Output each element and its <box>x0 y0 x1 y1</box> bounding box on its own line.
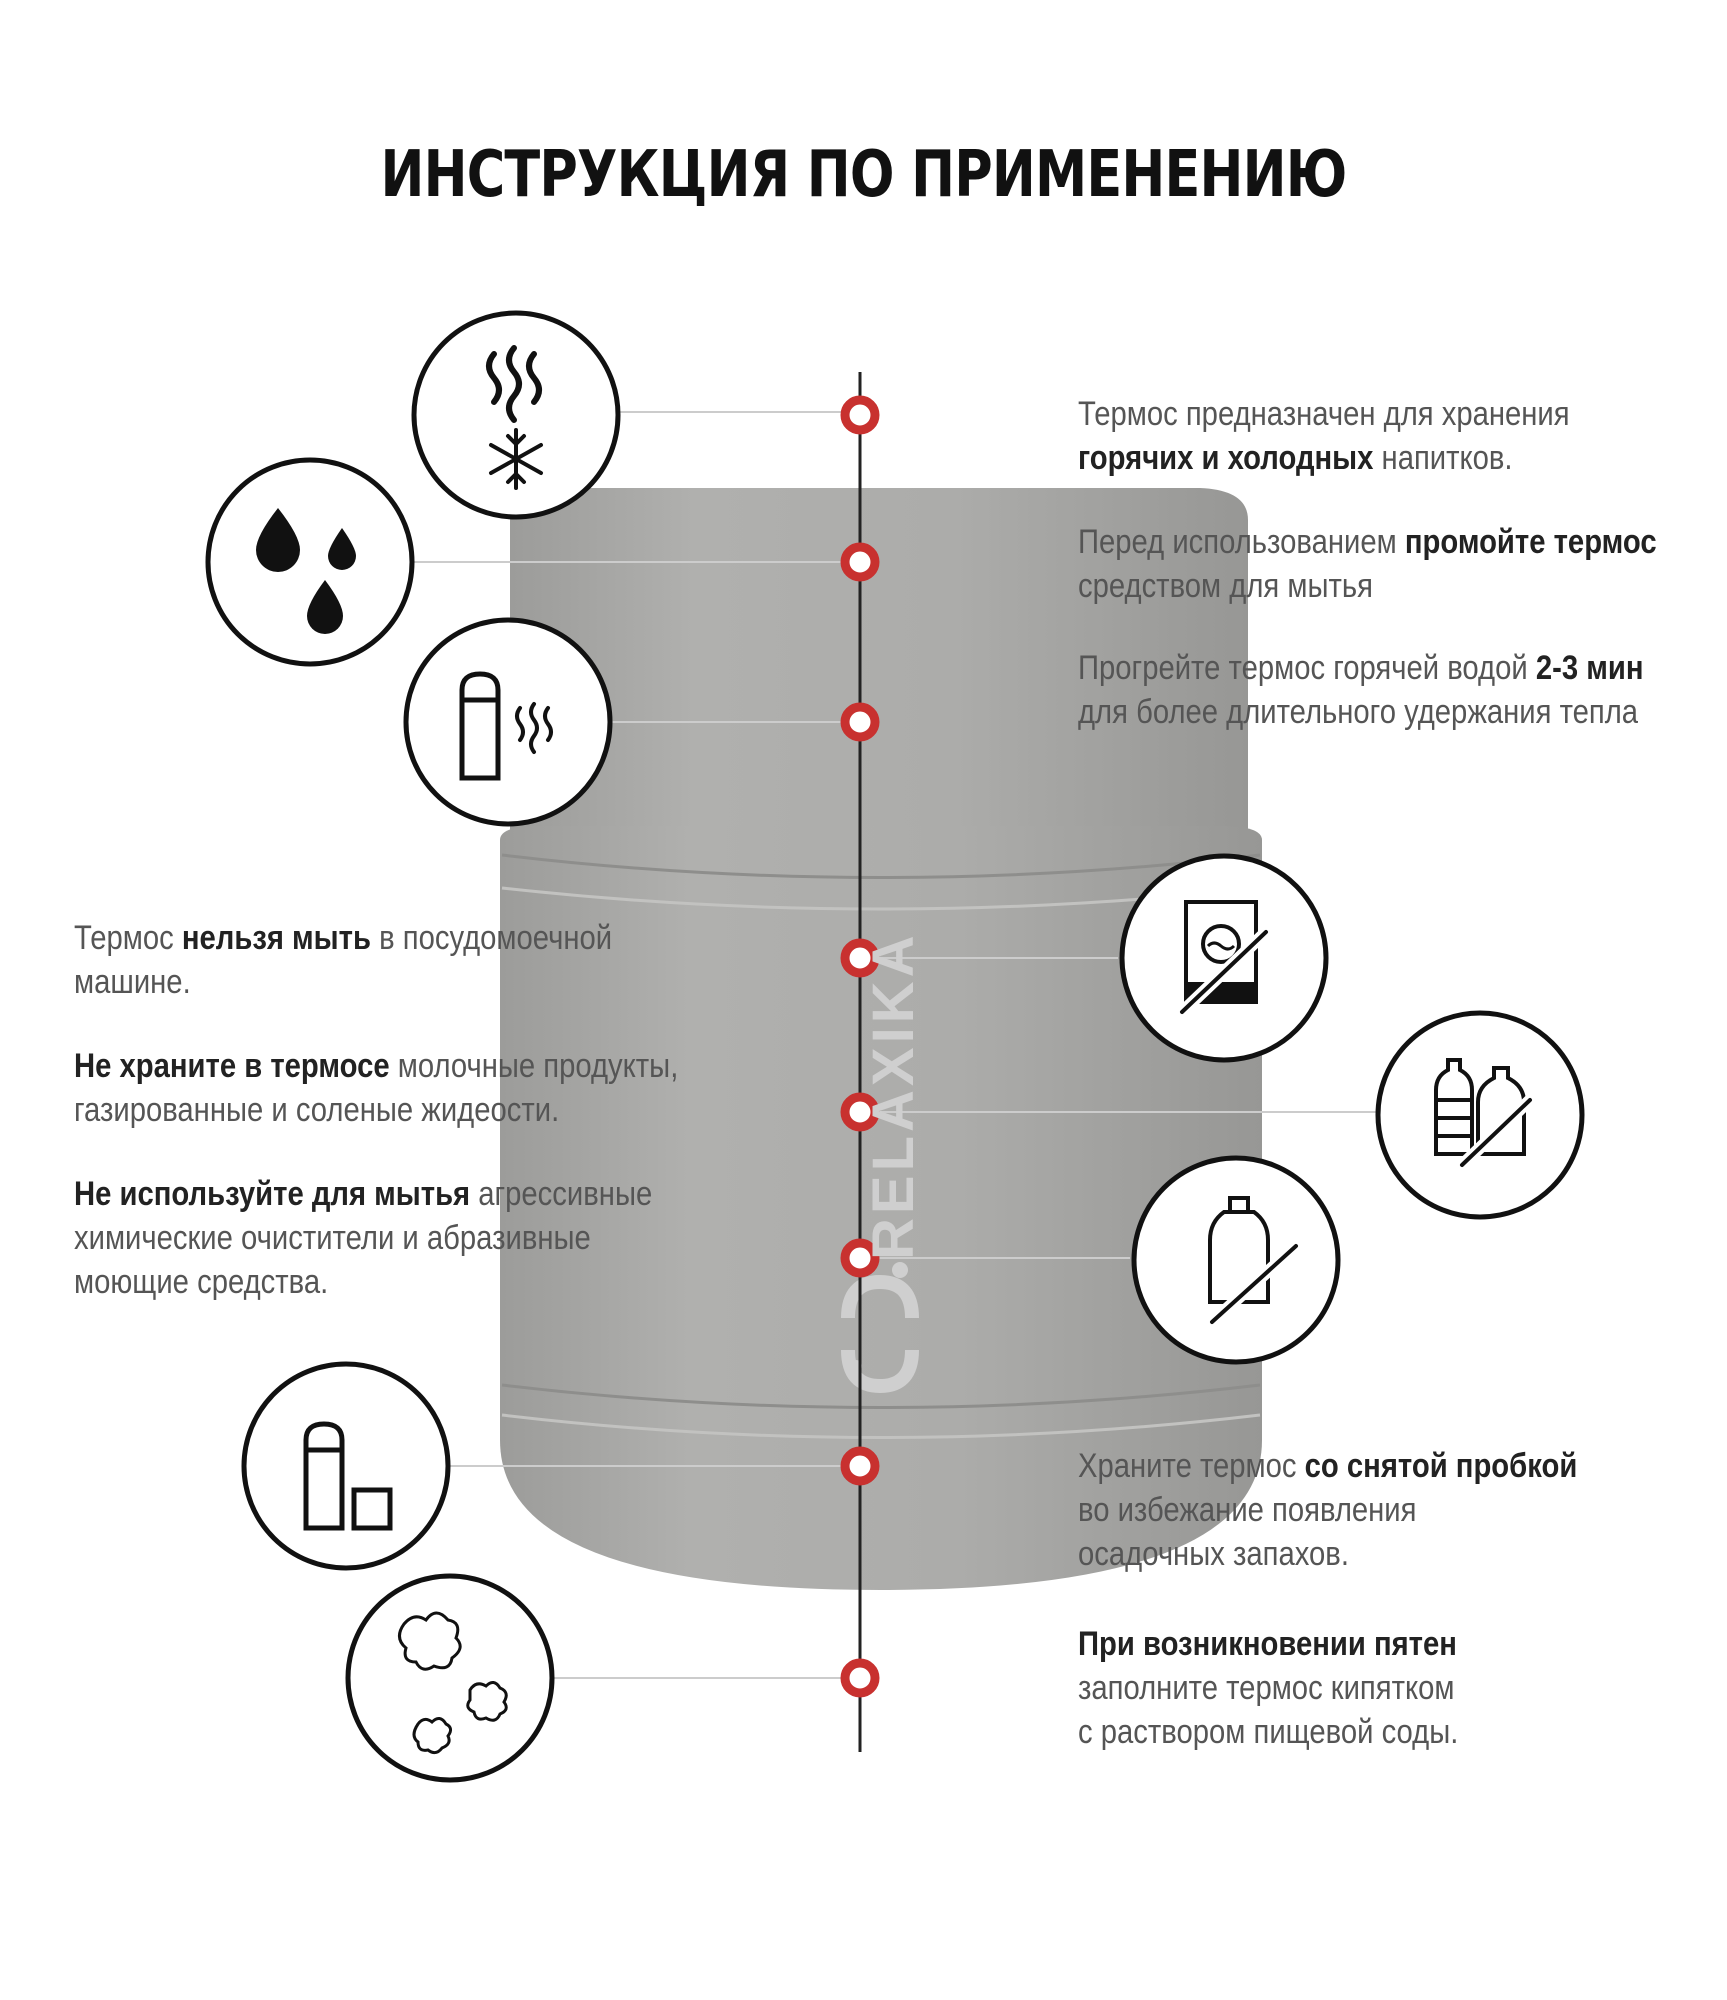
instruction-line: Не используйте для мытья агрессивные <box>74 1175 653 1213</box>
instruction-line: для более длительного удержания тепла <box>1078 693 1639 731</box>
stains-icon <box>348 1576 552 1780</box>
instruction-line: с раствором пищевой соды. <box>1078 1713 1459 1751</box>
marker-7 <box>845 1451 875 1481</box>
marker-3 <box>845 707 875 737</box>
instruction-line: газированные и соленые жидеости. <box>74 1091 560 1129</box>
instruction-line: осадочных запахов. <box>1078 1535 1349 1573</box>
instruction-dishwasher <box>74 916 612 1004</box>
thermos-heat-icon <box>406 620 610 824</box>
no-drinks-icon <box>1378 1013 1582 1217</box>
hot-cold-icon <box>414 313 618 517</box>
page-title: ИНСТРУКЦИЯ ПО ПРИМЕНЕНИЮ <box>380 138 1347 212</box>
instruction-line: Храните термос со снятой пробкой <box>1078 1447 1578 1485</box>
brand-logo-text: RELAXIKA <box>861 931 926 1260</box>
instruction-line: заполните термос кипятком <box>1078 1669 1455 1707</box>
instruction-line: химические очистители и абразивные <box>74 1219 591 1257</box>
no-dishwasher-icon <box>1122 856 1326 1060</box>
instruction-hot-cold <box>1078 392 1570 480</box>
instruction-line: во избежание появления <box>1078 1491 1417 1529</box>
instruction-no-chemicals <box>74 1172 652 1304</box>
instruction-line: Не храните в термосе молочные продукты, <box>74 1047 679 1085</box>
instruction-line: горячих и холодных напитков. <box>1078 439 1513 477</box>
marker-2 <box>845 547 875 577</box>
instruction-preheat <box>1078 646 1643 734</box>
instruction-no-storage <box>74 1044 678 1132</box>
instruction-line: Прогрейте термос горячей водой 2-3 мин <box>1078 649 1644 687</box>
water-drops-icon <box>208 460 412 664</box>
instruction-line: моющие средства. <box>74 1263 329 1301</box>
instruction-line: машине. <box>74 963 191 1001</box>
instruction-line: Термос нельзя мыть в посудомоечной <box>74 919 613 957</box>
instruction-line: Перед использованием промойте термос <box>1078 523 1657 561</box>
instruction-stains <box>1078 1622 1458 1754</box>
thermos-lid-off-icon <box>244 1364 448 1568</box>
marker-1 <box>845 400 875 430</box>
instruction-line: При возникновении пятен <box>1078 1625 1457 1663</box>
instruction-rinse <box>1078 520 1657 608</box>
instruction-store-open <box>1078 1444 1577 1576</box>
instruction-line: средством для мытья <box>1078 567 1373 605</box>
marker-8 <box>845 1663 875 1693</box>
no-chemicals-icon <box>1134 1158 1338 1362</box>
instruction-line: Термос предназначен для хранения <box>1078 395 1570 433</box>
